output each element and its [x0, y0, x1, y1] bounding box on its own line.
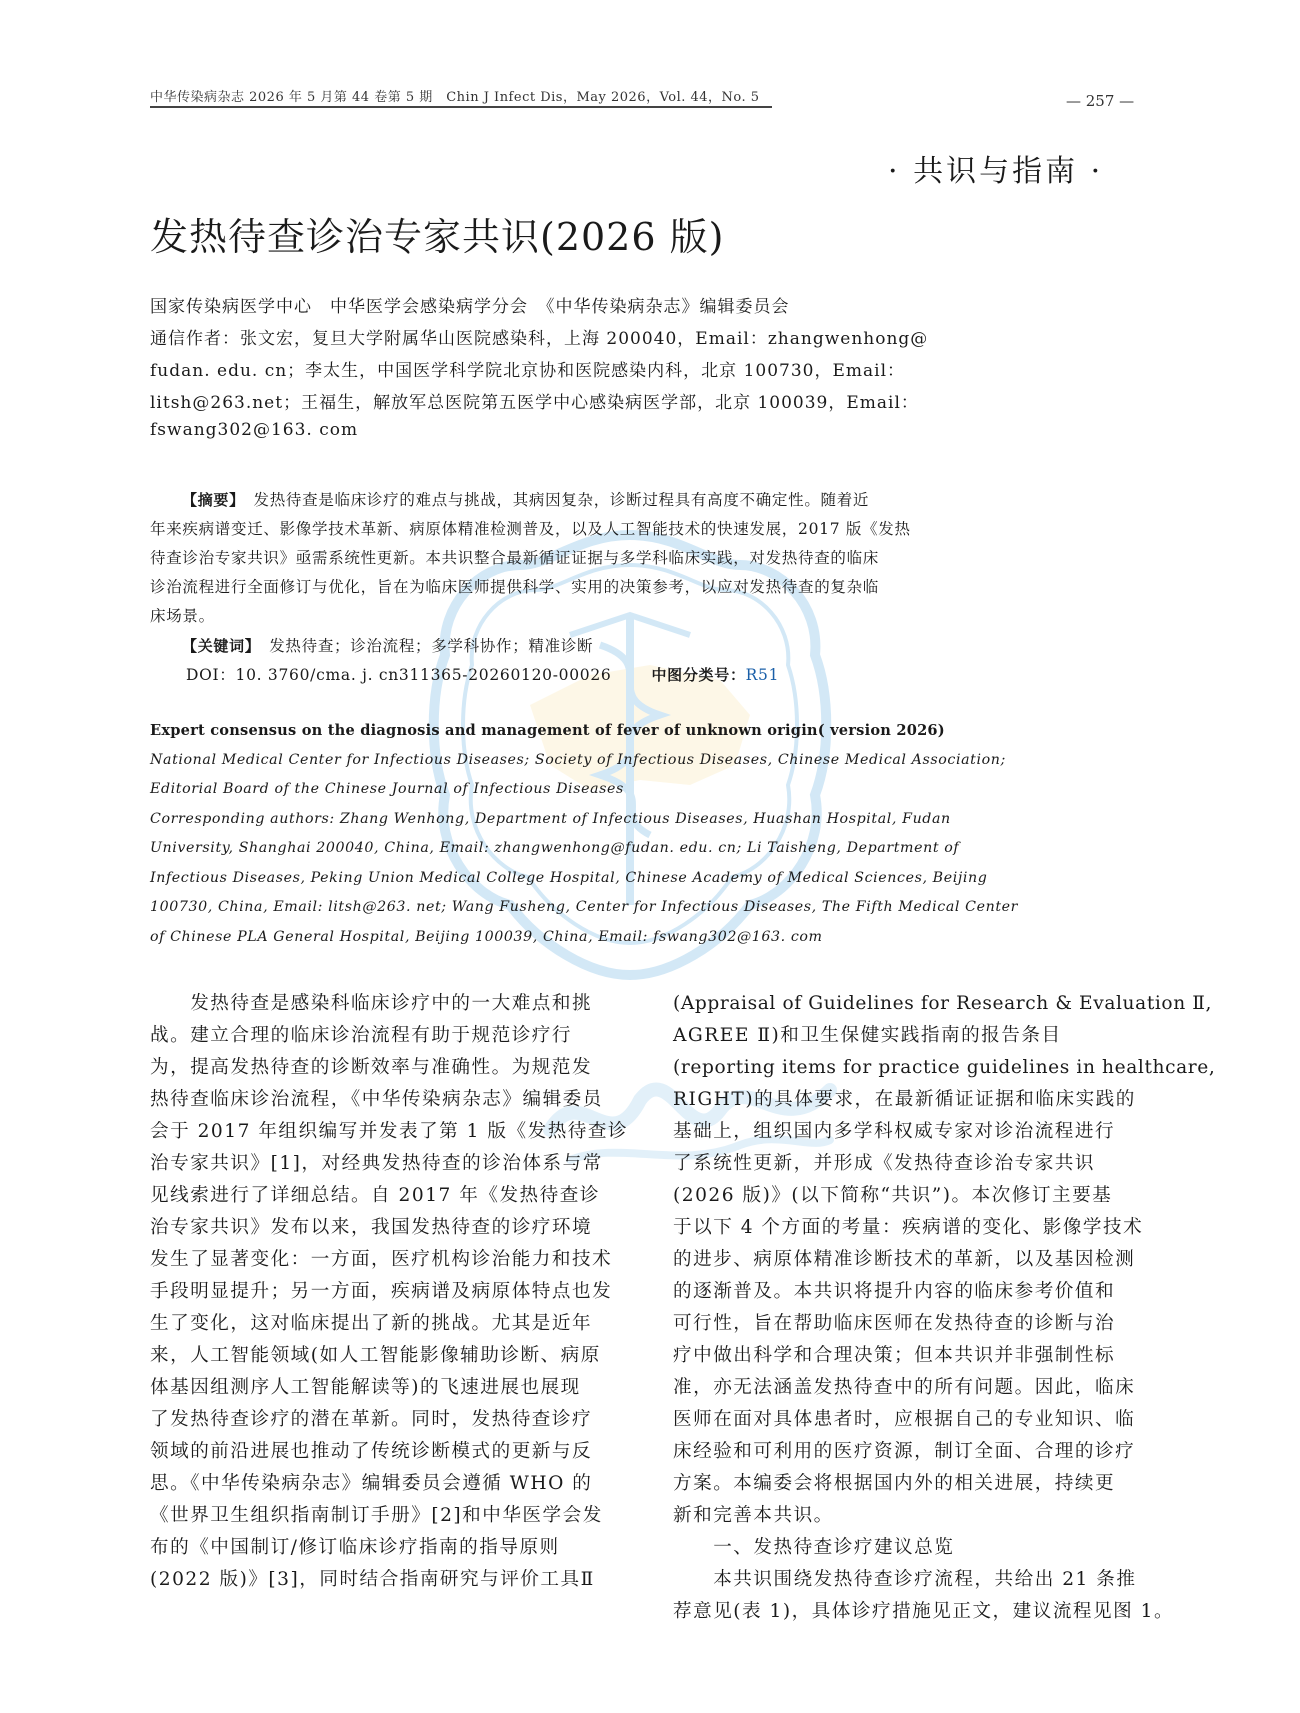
body-line-right: 本共识围绕发热待查诊疗流程，共给出 21 条推	[673, 1569, 1137, 1590]
body-line-left: 《世界卫生组织指南制订手册》[2]和中华医学会发	[150, 1505, 603, 1526]
english-title: Expert consensus on the diagnosis and management of fever of unknown origin( version 2026)	[150, 722, 945, 739]
doi-text: DOI：10. 3760/cma. j. cn311365-20260120-00026	[186, 666, 612, 684]
body-line-left: 生了变化，这对临床提出了新的挑战。尤其是近年	[150, 1313, 593, 1334]
english-line: Corresponding authors: Zhang Wenhong, Department of Infectious Diseases, Huashan Hospital, Fudan	[150, 811, 951, 827]
body-line-right: RIGHT)的具体要求，在最新循证证据和临床实践的	[673, 1089, 1136, 1110]
abstract-line: 床场景。	[150, 607, 215, 625]
body-line-right: 于以下 4 个方面的考量：疾病谱的变化、影像学技术	[673, 1217, 1144, 1238]
body-line-left: 治专家共识》[1]，对经典发热待查的诊治体系与常	[150, 1153, 603, 1174]
english-line: National Medical Center for Infectious Diseases; Society of Infectious Diseases, Chinese Medical Association;	[150, 752, 1006, 768]
body-line-left: 发热待查是感染科临床诊疗中的一大难点和挑	[150, 993, 593, 1014]
english-line: Editorial Board of the Chinese Journal of Infectious Diseases	[150, 781, 624, 797]
corresponding-line: fudan. edu. cn；李太生，中国医学科学院北京协和医院感染内科，北京 100730，Email：	[150, 361, 906, 381]
corresponding-line: fswang302@163. com	[150, 420, 359, 440]
corresponding-line: litsh@263.net；王福生，解放军总医院第五医学中心感染病医学部，北京 100039，Email：	[150, 393, 919, 413]
body-line-right: (2026 版)》(以下简称“共识”)。本次修订主要基	[673, 1185, 1113, 1206]
body-line-left: 布的《中国制订/修订临床诊疗指南的指导原则	[150, 1537, 560, 1558]
body-line-left: 发生了显著变化：一方面，医疗机构诊治能力和技术	[150, 1249, 613, 1270]
class-label: 中图分类号：	[651, 666, 746, 684]
body-line-left: 为，提高发热待查的诊断效率与准确性。为规范发	[150, 1057, 593, 1078]
body-line-right: 准，亦无法涵盖发热待查中的所有问题。因此，临床	[673, 1377, 1136, 1398]
body-line-right: 方案。本编委会将根据国内外的相关进展，持续更	[673, 1473, 1116, 1494]
body-line-left: (2022 版)》[3]，同时结合指南研究与评价工具Ⅱ	[150, 1569, 595, 1590]
article-title: 发热待查诊治专家共识(2026 版)	[150, 215, 725, 259]
abstract-line: 待查诊治专家共识》亟需系统性更新。本共识整合最新循证证据与多学科临床实践，对发热待查的临床	[150, 549, 880, 567]
body-line-left: 思。《中华传染病杂志》编辑委员会遵循 WHO 的	[150, 1473, 593, 1494]
english-line: 100730, China, Email: litsh@263. net; Wang Fusheng, Center for Infectious Diseases, The Fifth Medical Center	[150, 899, 1019, 915]
abstract-line	[182, 488, 869, 510]
body-line-left: 热待查临床诊治流程，《中华传染病杂志》编辑委员	[150, 1089, 603, 1110]
abstract-line: 诊治流程进行全面修订与优化，旨在为临床医师提供科学、实用的决策参考，以应对发热待查的复杂临	[150, 578, 880, 596]
body-line-left: 了发热待查诊疗的潜在革新。同时，发热待查诊疗	[150, 1409, 593, 1430]
body-line-left: 领域的前沿进展也推动了传统诊断模式的更新与反	[150, 1441, 593, 1462]
body-line-right: (reporting items for practice guidelines in healthcare,	[673, 1057, 1216, 1078]
body-line-right: 疗中做出科学和合理决策；但本共识并非强制性标	[673, 1345, 1116, 1366]
abstract-text: 发热待查是临床诊疗的难点与挑战，其病因复杂，诊断过程具有高度不确定性。随着近	[253, 491, 870, 509]
body-line-left: 来，人工智能领域(如人工智能影像辅助诊断、病原	[150, 1345, 601, 1366]
body-line-right: 了系统性更新，并形成《发热待查诊治专家共识	[673, 1153, 1095, 1174]
keywords-line	[182, 634, 593, 656]
english-line: of Chinese PLA General Hospital, Beijing 100039, China, Email: fswang302@163. com	[150, 929, 823, 945]
class-code: R51	[745, 666, 780, 684]
body-line-right: AGREE Ⅱ)和卫生保健实践指南的报告条目	[673, 1025, 1062, 1046]
keywords-label: 【关键词】	[182, 637, 254, 655]
body-line-right: 基础上，组织国内多学科权威专家对诊治流程进行	[673, 1121, 1116, 1142]
body-line-right: 医师在面对具体患者时，应根据自己的专业知识、临	[673, 1409, 1136, 1430]
abstract-label: 【摘要】	[182, 491, 238, 509]
section-heading: 一、发热待查诊疗建议总览	[673, 1537, 955, 1558]
body-line-right: 的进步、病原体精准诊断技术的革新，以及基因检测	[673, 1249, 1136, 1270]
running-head: 中华传染病杂志 2026 年 5 月第 44 卷第 5 期 Chin J Infect Dis，May 2026，Vol. 44，No. 5	[150, 90, 760, 105]
body-line-right: 荐意见(表 1)，具体诊疗措施见正文，建议流程见图 1。	[673, 1601, 1175, 1622]
doi-line	[186, 663, 779, 685]
body-line-left: 战。建立合理的临床诊治流程有助于规范诊疗行	[150, 1025, 572, 1046]
english-line: Infectious Diseases, Peking Union Medical College Hospital, Chinese Academy of Medical Sciences, Beijing	[150, 870, 988, 886]
abstract-line: 年来疾病谱变迁、影像学技术革新、病原体精准检测普及，以及人工智能技术的快速发展，2017 版《发热	[150, 520, 911, 538]
body-line-left: 手段明显提升；另一方面，疾病谱及病原体特点也发	[150, 1281, 613, 1302]
author-organizations: 国家传染病医学中心 中华医学会感染病学分会 《中华传染病杂志》编辑委员会	[150, 297, 790, 317]
body-line-right: 的逐渐普及。本共识将提升内容的临床参考价值和	[673, 1281, 1116, 1302]
body-line-right: (Appraisal of Guidelines for Research & Evaluation Ⅱ,	[673, 993, 1213, 1014]
body-line-right: 床经验和可利用的医疗资源，制订全面、合理的诊疗	[673, 1441, 1136, 1462]
body-line-left: 会于 2017 年组织编写并发表了第 1 版《发热待查诊	[150, 1121, 629, 1142]
page-number: — 257 —	[1066, 92, 1135, 110]
body-line-left: 治专家共识》发布以来，我国发热待查的诊疗环境	[150, 1217, 593, 1238]
keywords-text: 发热待查；诊治流程；多学科协作；精准诊断	[269, 637, 594, 655]
header-rule	[150, 106, 772, 108]
english-line: University, Shanghai 200040, China, Email: zhangwenhong@fudan. edu. cn; Li Taisheng, Department of	[150, 840, 960, 856]
body-line-left: 见线索进行了详细总结。自 2017 年《发热待查诊	[150, 1185, 600, 1206]
section-tag: · 共识与指南 ·	[888, 154, 1104, 189]
body-line-left: 体基因组测序人工智能解读等)的飞速进展也展现	[150, 1377, 581, 1398]
body-line-right: 新和完善本共识。	[673, 1505, 834, 1526]
corresponding-line: 通信作者：张文宏，复旦大学附属华山医院感染科，上海 200040，Email：zhangwenhong@	[150, 329, 929, 349]
body-line-right: 可行性，旨在帮助临床医师在发热待查的诊断与治	[673, 1313, 1116, 1334]
